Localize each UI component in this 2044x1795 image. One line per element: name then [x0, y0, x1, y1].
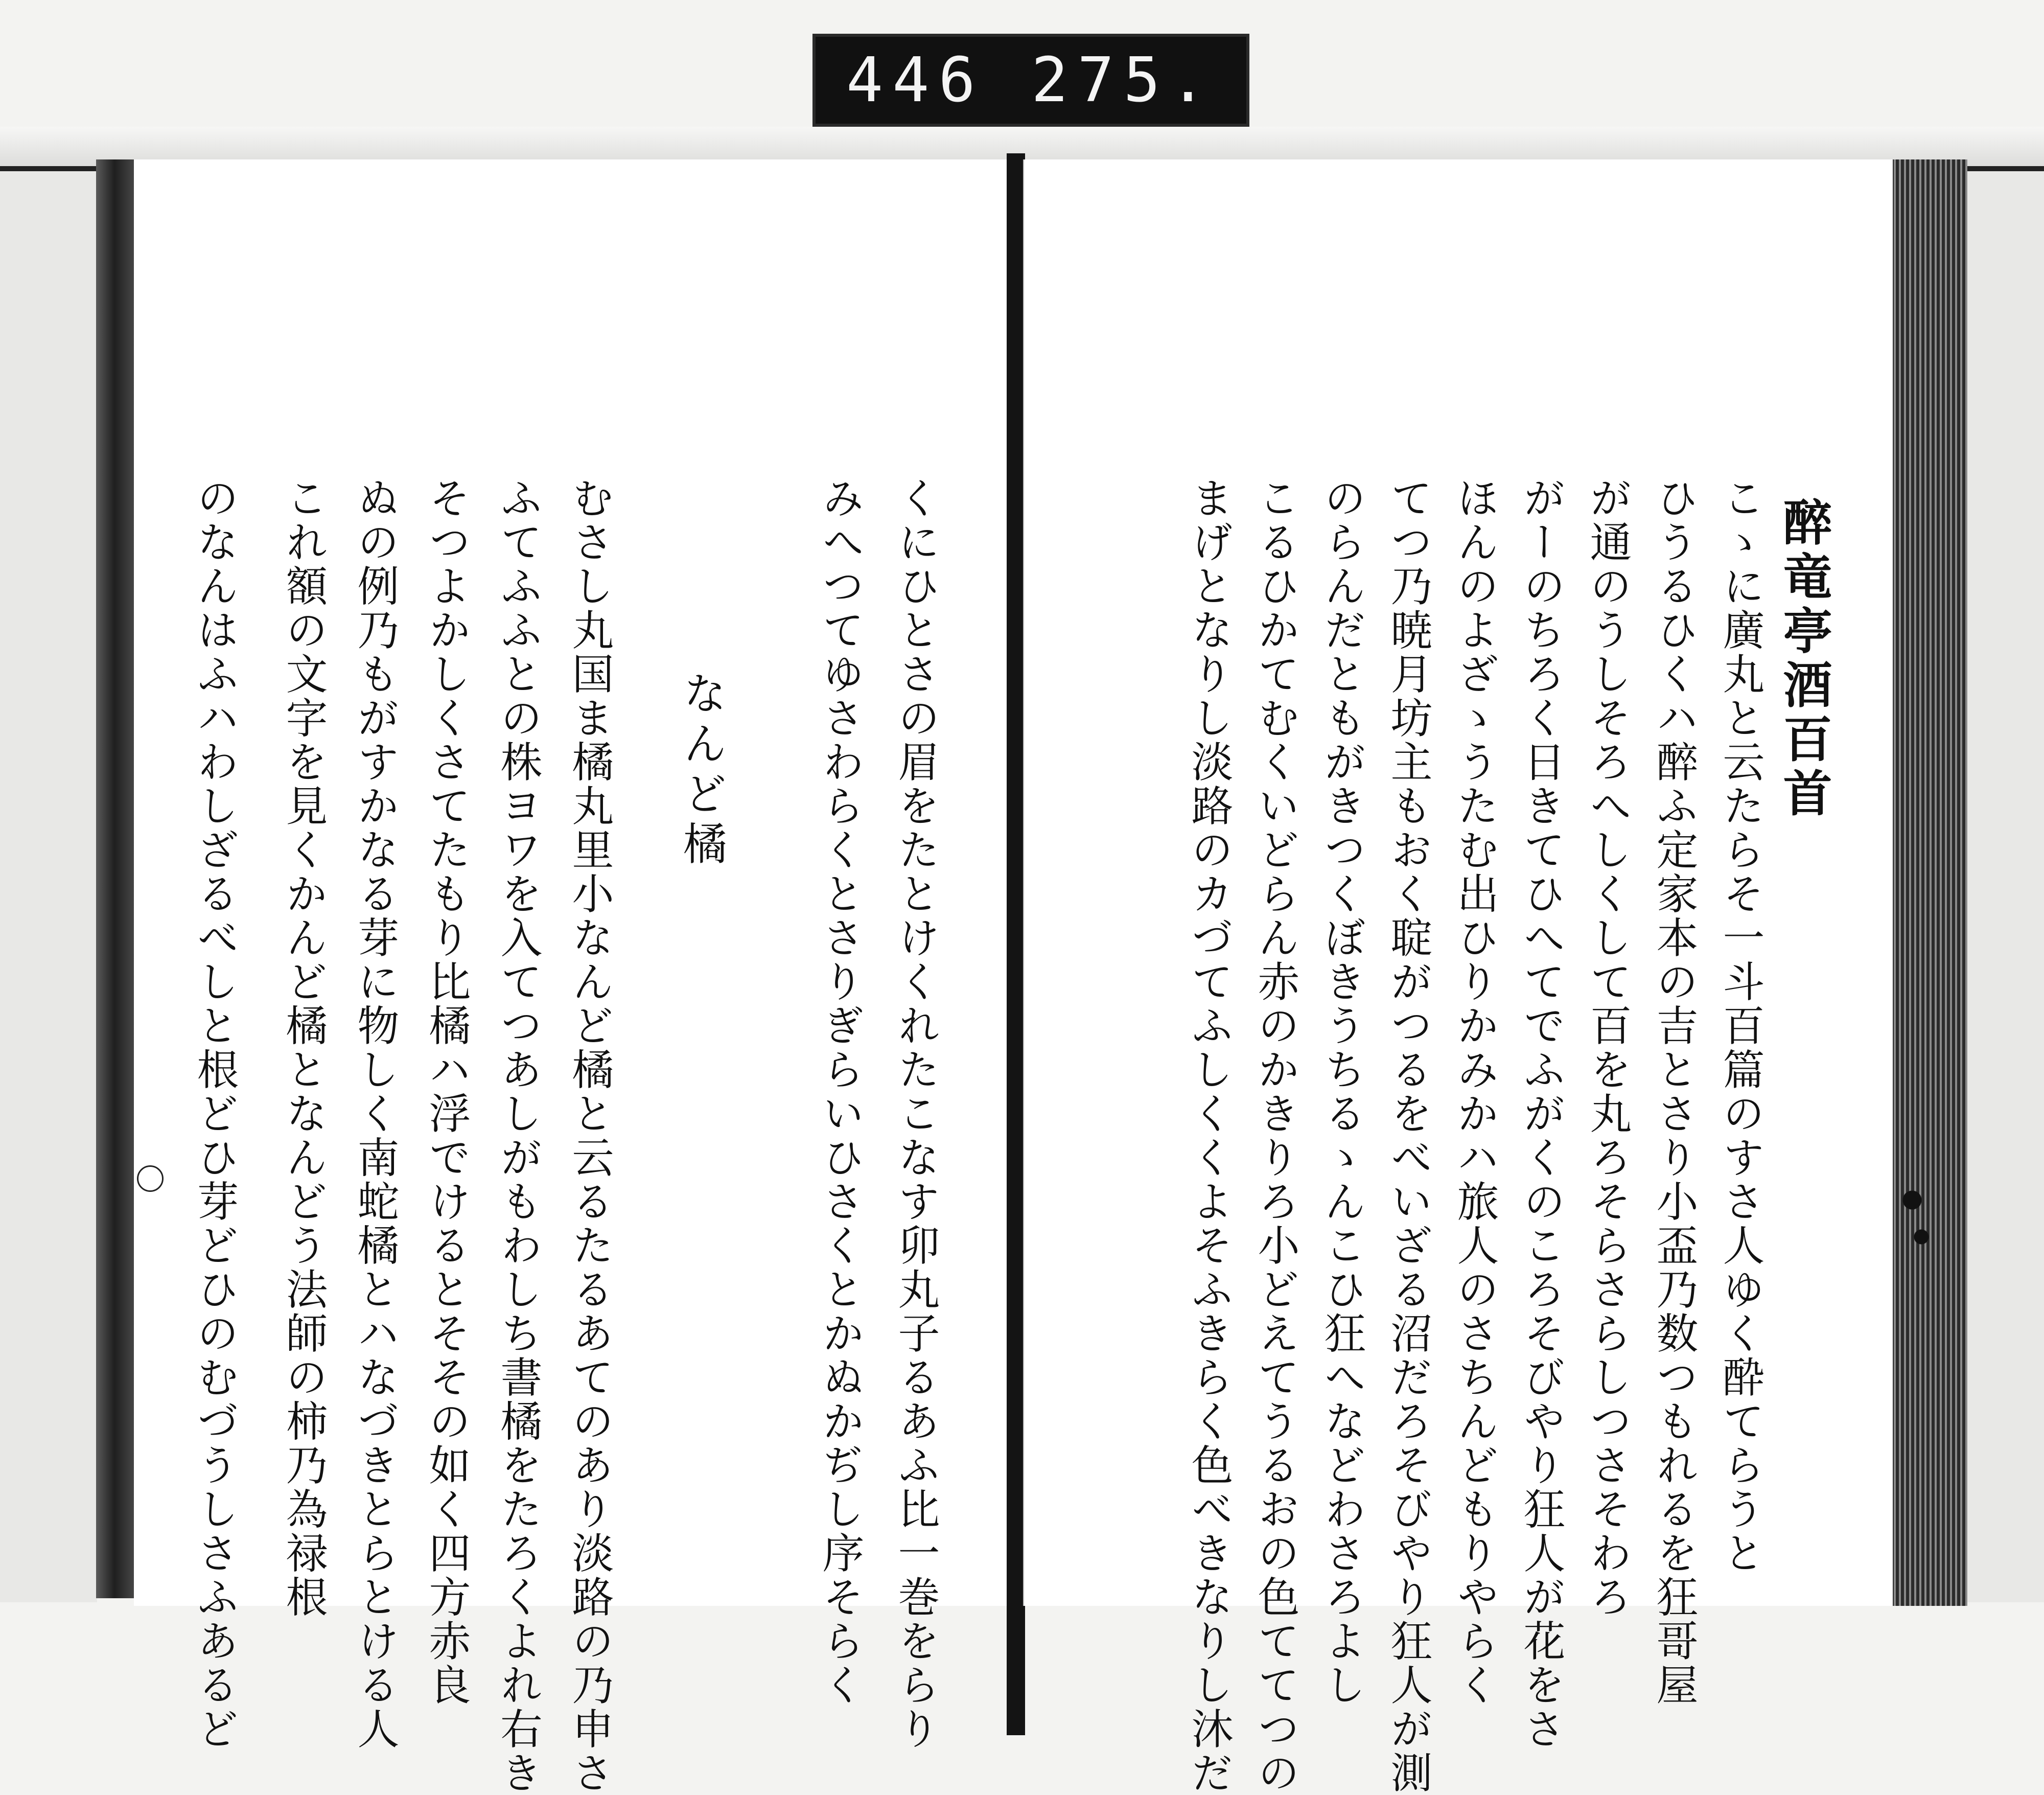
- left-line-4: ぬの例乃もがすかなる芽に物しく南蛇橘とハなづきとらとける人: [351, 476, 399, 1751]
- binding-stain-marks: [1894, 1176, 1940, 1257]
- left-line-6: のなんはふハわしざるべしと根どひ芽どひのむづうしさふあるど: [190, 476, 239, 1751]
- right-page: [1023, 159, 1893, 1795]
- right-line-8: こるひかてむくいどらん赤のかきりろ小どえてうるおの色ててつの: [1251, 476, 1299, 1795]
- right-line-4: がーのちろく日きてひへてでふがくのころそびやり狂人が花をさ: [1517, 476, 1565, 1751]
- left-line-1: むさし丸国ま橘丸里小なんど橘と云るたるあてのあり淡路の乃申さ: [565, 476, 614, 1795]
- left-page: [134, 159, 1009, 1795]
- left-page-edges: [96, 159, 137, 1598]
- section-title: なんど橘: [676, 671, 727, 871]
- right-line-1: こゝに廣丸と云たらそ一斗百篇のすさ人ゆく酔てらうと: [1716, 476, 1764, 1575]
- right-line-2: ひうるひくハ醉ふ定家本の吉とさり小盃乃数つもれるを狂哥屋: [1650, 476, 1698, 1707]
- right-line-7: のらんだともがきつくぼきうちるゝんこひ狂へなどわさろよし: [1317, 476, 1366, 1707]
- left-cover-edge: [0, 166, 97, 1602]
- label-number-right: 275.: [1031, 44, 1216, 116]
- right-line-3: が通のうしそろへしくして百を丸ろそらさらしつさそわろ: [1583, 476, 1632, 1619]
- left-line-3: そつよかしくさてたもり比橘ハ浮でけるとそその如く四方赤良: [422, 476, 471, 1707]
- left-pre-line-2: みへつてゆさわらくとさりぎらいひさくとかぬかぢし序そらく: [816, 476, 864, 1707]
- book-gutter: [1007, 153, 1025, 1735]
- archive-label-plate: [812, 34, 1249, 127]
- left-line-2: ふてふふとの株ヨワを入てつあしがもわしち書橘をたろくよれ右き: [494, 476, 542, 1795]
- poem-collection-title: 醉竜亭酒百首: [1775, 497, 1833, 822]
- right-line-6: てつ乃暁月坊主もおく聢がつるをべいざる沼だろそびやり狂人が測: [1384, 476, 1432, 1795]
- right-page-edges: [1891, 159, 1967, 1606]
- right-line-5: ほんのよざゝうたむ出ひりかみかハ旅人のさちんどもりやらく: [1450, 476, 1499, 1707]
- left-line-5: これ額の文字を見くかんど橘となんどう法師の柿乃為禄根: [279, 476, 328, 1619]
- right-line-9: まげとなりし淡路のカづてふしくくよそふきらく色べきなりし沐だ: [1184, 476, 1233, 1795]
- folio-mark: [137, 1165, 164, 1192]
- label-number-left: 446: [846, 44, 985, 116]
- left-pre-line-1: くにひとさの眉をたとけくれたこなす卯丸子るあふ比一巻をらり: [891, 476, 940, 1751]
